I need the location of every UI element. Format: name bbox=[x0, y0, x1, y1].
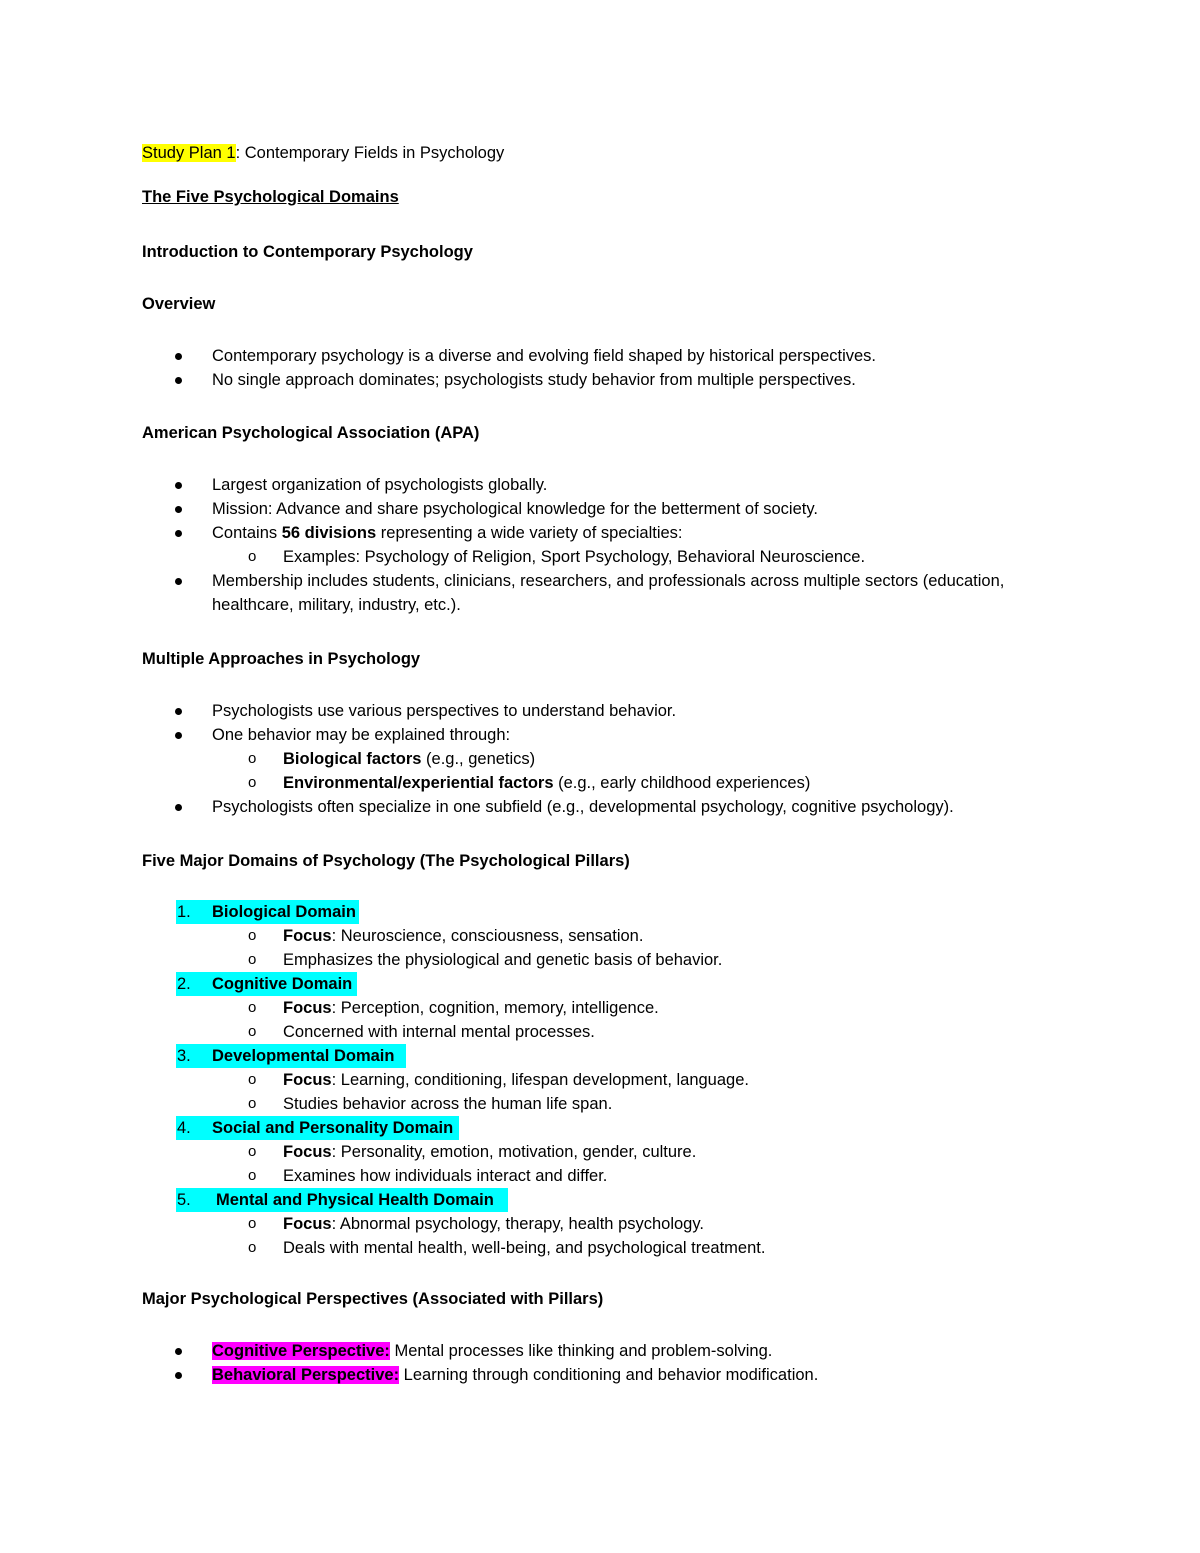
sub-list-text: (e.g., genetics) bbox=[421, 750, 536, 768]
domain-number: 4. bbox=[177, 1119, 191, 1137]
sub-list-item bbox=[142, 1068, 765, 1092]
focus-label: Focus bbox=[283, 999, 332, 1017]
sub-list-item: o Studies behavior across the human life span. bbox=[142, 1092, 765, 1116]
focus-text: : Perception, cognition, memory, intelligence. bbox=[331, 999, 659, 1017]
approaches-heading: Multiple Approaches in Psychology bbox=[142, 650, 421, 668]
perspective-desc: Mental processes like thinking and problem-solving. bbox=[389, 1342, 773, 1360]
list-item: Membership includes students, clinicians, researchers, and professionals across multiple sectors (education, healthcare, military, industry, etc.). bbox=[142, 569, 1042, 617]
domain-item bbox=[142, 972, 765, 996]
list-item-text: representing a wide variety of specialties: bbox=[376, 524, 683, 542]
focus-label: Focus bbox=[283, 1215, 332, 1233]
environmental-factors-label: Environmental/experiential factors bbox=[283, 774, 554, 792]
apa-list bbox=[142, 473, 1042, 617]
list-item: Mission: Advance and share psychological knowledge for the betterment of society. bbox=[142, 497, 1042, 521]
focus-text: : Neuroscience, consciousness, sensation. bbox=[331, 927, 644, 945]
study-plan-label bbox=[142, 141, 504, 165]
domain-name: Mental and Physical Health Domain bbox=[216, 1191, 494, 1209]
list-item: Contemporary psychology is a diverse and evolving field shaped by historical perspectives. bbox=[142, 344, 876, 368]
focus-text: : Learning, conditioning, lifespan development, language. bbox=[331, 1071, 749, 1089]
focus-text: : Abnormal psychology, therapy, health psychology. bbox=[331, 1215, 704, 1233]
perspective-desc: Learning through conditioning and behavior modification. bbox=[399, 1366, 819, 1384]
sub-list-text: (e.g., early childhood experiences) bbox=[553, 774, 811, 792]
list-item bbox=[142, 1339, 818, 1363]
overview-heading: Overview bbox=[142, 295, 216, 313]
perspectives-list bbox=[142, 1339, 818, 1387]
domains-list bbox=[142, 900, 765, 1260]
study-plan-highlight: Study Plan 1 bbox=[142, 144, 236, 162]
study-plan-subtitle: : Contemporary Fields in Psychology bbox=[235, 144, 505, 162]
list-item-text: Contains bbox=[212, 524, 282, 542]
overview-list bbox=[142, 344, 876, 392]
domain-item bbox=[142, 1188, 765, 1212]
focus-label: Focus bbox=[283, 927, 332, 945]
list-item: No single approach dominates; psychologists study behavior from multiple perspectives. bbox=[142, 368, 876, 392]
sub-list-item bbox=[142, 747, 954, 771]
sub-list-item bbox=[142, 1140, 765, 1164]
domain-item bbox=[142, 900, 765, 924]
list-item bbox=[142, 521, 1042, 545]
domain-item bbox=[142, 1116, 765, 1140]
list-item: Largest organization of psychologists globally. bbox=[142, 473, 1042, 497]
apa-heading: American Psychological Association (APA) bbox=[142, 424, 480, 442]
sub-list-item: o Examples: Psychology of Religion, Sport Psychology, Behavioral Neuroscience. bbox=[142, 545, 1042, 569]
document-title: The Five Psychological Domains bbox=[142, 188, 399, 206]
sub-list-item: o Concerned with internal mental processes. bbox=[142, 1020, 765, 1044]
domain-number: 1. bbox=[177, 903, 191, 921]
sub-list-item bbox=[142, 924, 765, 948]
perspectives-heading: Major Psychological Perspectives (Associated with Pillars) bbox=[142, 1290, 604, 1308]
focus-label: Focus bbox=[283, 1071, 332, 1089]
focus-text: : Personality, emotion, motivation, gender, culture. bbox=[331, 1143, 697, 1161]
sub-list-item: o Examines how individuals interact and differ. bbox=[142, 1164, 765, 1188]
sub-list-item bbox=[142, 1212, 765, 1236]
divisions-count: 56 divisions bbox=[281, 524, 377, 542]
domain-name: Biological Domain bbox=[212, 903, 356, 921]
biological-factors-label: Biological factors bbox=[283, 750, 422, 768]
list-item: Psychologists use various perspectives to understand behavior. bbox=[142, 699, 954, 723]
domain-item bbox=[142, 1044, 765, 1068]
list-item: One behavior may be explained through: bbox=[142, 723, 954, 747]
focus-label: Focus bbox=[283, 1143, 332, 1161]
domain-name: Social and Personality Domain bbox=[212, 1119, 454, 1137]
list-item bbox=[142, 1363, 818, 1387]
perspective-name: Behavioral Perspective: bbox=[212, 1366, 400, 1384]
domain-name: Developmental Domain bbox=[212, 1047, 395, 1065]
domain-number: 3. bbox=[177, 1047, 191, 1065]
domain-number: 2. bbox=[177, 975, 191, 993]
domain-name: Cognitive Domain bbox=[212, 975, 353, 993]
sub-list-item bbox=[142, 771, 954, 795]
domain-number: 5. bbox=[177, 1191, 191, 1209]
intro-heading: Introduction to Contemporary Psychology bbox=[142, 243, 473, 261]
perspective-name: Cognitive Perspective: bbox=[212, 1342, 390, 1360]
sub-list-item bbox=[142, 996, 765, 1020]
approaches-list bbox=[142, 699, 954, 819]
domains-heading: Five Major Domains of Psychology (The Psychological Pillars) bbox=[142, 852, 630, 870]
sub-list-item: o Emphasizes the physiological and genetic basis of behavior. bbox=[142, 948, 765, 972]
list-item: Psychologists often specialize in one subfield (e.g., developmental psychology, cognitive psychology). bbox=[142, 795, 954, 819]
sub-list-item: o Deals with mental health, well-being, and psychological treatment. bbox=[142, 1236, 765, 1260]
